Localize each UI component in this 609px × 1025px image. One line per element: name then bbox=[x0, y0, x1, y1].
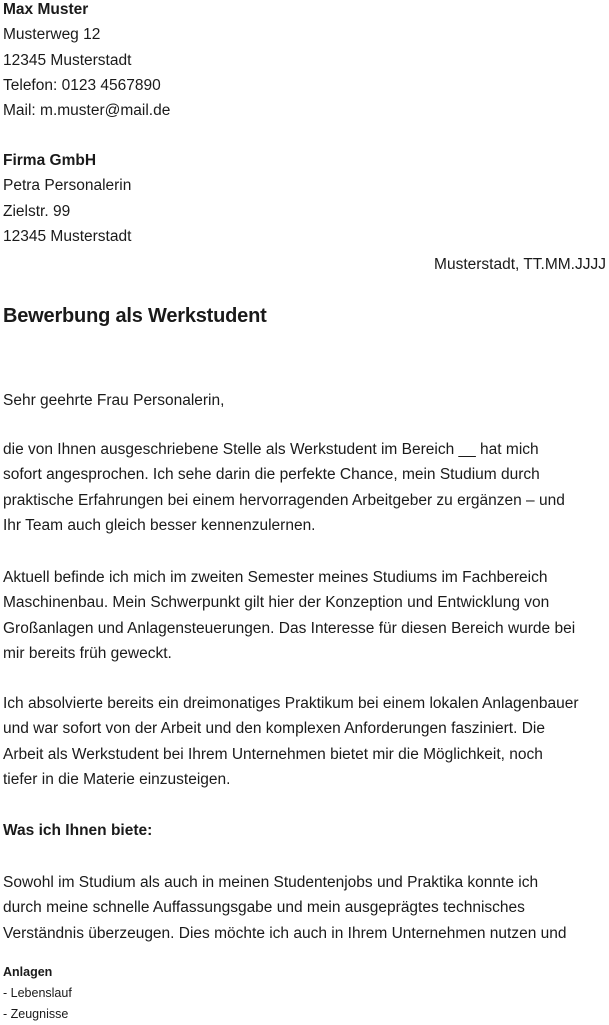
recipient-contact: Petra Personalerin bbox=[3, 177, 132, 195]
paragraph-line: Verständnis überzeugen. Dies möchte ich auch in Ihrem Unternehmen nutzen und bbox=[3, 924, 567, 942]
paragraph-line: Großanlagen und Anlagensteuerungen. Das Interesse für diesen Bereich wurde bei bbox=[3, 619, 576, 637]
attachment-item: - Zeugnisse bbox=[3, 1007, 69, 1021]
paragraph-studies bbox=[3, 565, 609, 666]
paragraph-line: sofort angesprochen. Ich sehe darin die perfekte Chance, mein Studium durch bbox=[3, 466, 540, 484]
attachment-item: - Lebenslauf bbox=[3, 986, 72, 1000]
letter-date: Musterstadt, TT.MM.JJJJ bbox=[434, 256, 606, 273]
attachments-heading: Anlagen bbox=[3, 965, 53, 979]
paragraph-line: die von Ihnen ausgeschriebene Stelle als Werkstudent im Bereich __ hat mich bbox=[3, 441, 539, 458]
paragraph-line: mir bereits früh geweckt. bbox=[3, 644, 172, 662]
recipient-city: 12345 Musterstadt bbox=[3, 227, 132, 245]
paragraph-line: Maschinenbau. Mein Schwerpunkt gilt hier der Konzeption und Entwicklung von bbox=[3, 594, 550, 612]
sender-street: Musterweg 12 bbox=[3, 26, 101, 44]
recipient-address bbox=[3, 148, 131, 249]
sender-city: 12345 Musterstadt bbox=[3, 51, 132, 69]
recipient-street: Zielstr. 99 bbox=[3, 202, 71, 220]
letter-subject: Bewerbung als Werkstudent bbox=[3, 305, 267, 327]
sender-mail: Mail: m.muster@mail.de bbox=[3, 102, 171, 120]
sender-name: Max Muster bbox=[3, 1, 89, 18]
paragraph-line: und war sofort von der Arbeit und den komplexen Anforderungen fasziniert. Die bbox=[3, 720, 545, 738]
paragraph-line: tiefer in die Materie einzusteigen. bbox=[3, 770, 231, 788]
paragraph-line: Sowohl im Studium als auch in meinen Studentenjobs und Praktika konnte ich bbox=[3, 874, 539, 891]
paragraph-line: Ihr Team auch gleich besser kennenzulernen. bbox=[3, 516, 316, 534]
sender-phone: Telefon: 0123 4567890 bbox=[3, 76, 161, 94]
attachments-list bbox=[3, 962, 72, 1025]
paragraph-offer bbox=[3, 870, 609, 946]
recipient-company: Firma GmbH bbox=[3, 152, 97, 169]
paragraph-line: durch meine schnelle Auffassungsgabe und mein ausgeprägtes technisches bbox=[3, 899, 525, 917]
sender-address bbox=[3, 0, 170, 123]
salutation: Sehr geehrte Frau Personalerin, bbox=[3, 392, 225, 409]
paragraph-line: Arbeit als Werkstudent bei Ihrem Unternehmen bietet mir die Möglichkeit, noch bbox=[3, 745, 543, 763]
paragraph-line: Aktuell befinde ich mich im zweiten Semester meines Studiums im Fachbereich bbox=[3, 569, 548, 586]
paragraph-line: praktische Erfahrungen bei einem hervorragenden Arbeitgeber zu ergänzen – und bbox=[3, 491, 565, 509]
paragraph-line: Ich absolvierte bereits ein dreimonatiges Praktikum bei einem lokalen Anlagenbauer bbox=[3, 695, 579, 712]
paragraph-intro bbox=[3, 437, 609, 538]
paragraph-experience bbox=[3, 691, 609, 792]
offer-heading: Was ich Ihnen biete: bbox=[3, 822, 153, 839]
